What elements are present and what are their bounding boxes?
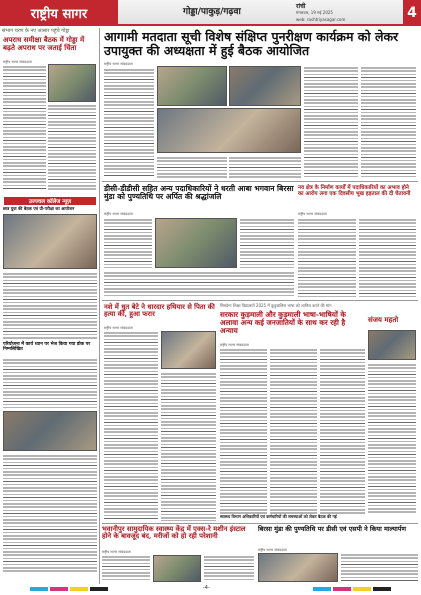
tribute-body-2 [240,218,294,268]
edition-city: रांची [296,3,306,10]
language-body-3 [320,348,365,514]
main-body-col5 [361,66,416,178]
left-story2-body [3,358,97,408]
registration-bar-black [90,587,108,591]
tribute-headline: डीसी-डीडीसी सहित अन्य पदाधिकारियों ने धरती आबा भगवान बिरसा मुंडा को पुण्यतिथि पर अर्पित की श्रद्धांजलि [104,184,294,202]
left-story1-body-2 [48,104,96,190]
main-photo-2 [229,66,301,106]
column-divider-left [99,28,100,584]
issue-date: मंगलवार, 19 मई 2025 [296,10,333,15]
hospital-photo [153,555,201,582]
left-story1-photo [48,64,96,102]
main-body-col1 [104,68,154,178]
language-byline: राष्ट्रीय सागर संवाददाता [220,343,249,347]
main-body-col3 [229,156,301,178]
registration-bar-yellow [70,587,88,591]
left-story1-byline: राष्ट्रीय सागर संवाददाता [3,60,32,64]
left-story2-photo [3,411,97,451]
tribute-body-1 [104,218,152,268]
language-body-2 [270,348,317,514]
hospital-headline: भवानीपुर सामुदायिक स्वास्थ्य केंद्र में एक्स-रे मशीन इंस्टाल होने के बावजूद बंद, मरीजों को हो रही परेशानी [102,525,246,541]
left-kicker: संभाग चरण के नए आसार पहुंचे गोड्डा [2,28,70,34]
main-headline: आगामी मतदाता सूची विशेष संक्षिप्त पुनरीक्षण कार्यक्रम को लेकर उपायुक्त की अध्यक्षता में हुई बैठक आयोजित [104,29,399,58]
language-headline: सरकार कुड़माली और कुड़माली भाषा-भाषियों के अलावा अन्य कई जनजातियों के साथ कर रही है अन्याय [220,310,346,335]
college-news-banner: उज्ज्वल कॉलेज न्यूज़ [4,197,96,205]
registration-bar-cyan [30,587,48,591]
crime-photo [161,331,216,369]
right-body-1 [298,218,356,298]
birsa-body [341,553,418,582]
hospital-body-2 [204,555,254,582]
birsa-photo [258,553,338,582]
tribute-photo [155,218,237,268]
registration-bar-magenta-2 [333,587,351,591]
right-byline: राष्ट्रीय सागर संवाददाता [298,212,327,216]
masthead-band [118,0,403,26]
page-number: 4 [403,0,421,26]
registration-bar-cyan-2 [313,587,331,591]
section-rule-2 [102,300,418,301]
website-url: web: rashtriyasagar.com [296,17,346,22]
birsa-byline: राष्ट्रीय सागर संवाददाता [258,548,287,552]
left-story2-body-2 [3,454,97,574]
registration-bar-yellow-2 [353,587,371,591]
language-body-1 [220,348,267,514]
section-rule-1 [102,181,418,182]
crime-byline: राष्ट्रीय सागर संवाददाता [104,326,133,330]
center-body-block [104,271,294,297]
crime-body-1 [104,331,158,521]
section-name: गोड्डा/पाकुड़/गढ़वा [183,7,241,17]
crime-headline: नशे में धुत बेटे ने धारदार हथियार से पिता की हत्या की, हुआ फरार [104,303,215,319]
left-story1-headline: अपराध समीक्षा बैठक में गोड्डा में बढ़ते अपराध पर जताई चिंता [3,35,85,52]
language-author: संजय महतो [368,315,399,324]
hospital-body-1 [102,555,150,582]
language-kicker: सिमडेगा शिक्षा विद्यालयों 2025 में कुड़ुखलिस भाषा को शामिल करने की मांग [220,303,332,308]
registration-bar-magenta [50,587,68,591]
tribute-byline: राष्ट्रीय सागर संवाददाता [104,212,133,216]
right-headline: नव क्षेत्र के निर्माण कार्यों में पदाधिकारियों का अभाव होने का आरोप लगा एक दिवसीय भूख हड़ताल की दी चेतावनी [298,185,411,197]
main-body-col2 [157,156,227,178]
page-footer [0,584,421,595]
language-author-photo [368,330,416,360]
section-rule-3 [102,523,418,524]
right-body-2 [359,218,416,298]
language-body-4 [368,363,416,514]
main-body-col4 [304,66,358,178]
college-news-photo [3,214,97,269]
main-byline: राष्ट्रीय सागर संवाददाता [104,62,133,66]
main-photo-1 [157,66,227,106]
birsa-headline: बिरसा मुंडा की पुण्यतिथि पर डीसी एवं एसपी ने किया माल्यार्पण [258,525,407,533]
crime-body-2 [161,372,216,521]
college-news-subhead: छात्र युवा की बैठक एवं प्री-परीक्षा का आयोजन [3,206,75,211]
footer-page-label: -4- [203,585,210,591]
main-photo-3 [157,108,301,153]
left-story2-headline: परियोजना में कार्य ध्यान पर भेज किया गया डोक पर निम्नलिखित [3,342,91,352]
left-story1-body [3,65,46,190]
strip-headline: स्वास्थ्य विभाग अधिकारियों एवं कर्मचारियों की समस्याओं को लेकर बैठक की गई [220,514,337,519]
college-news-body [3,272,97,340]
masthead [0,0,421,26]
newspaper-logo: राष्ट्रीय सागर [0,0,118,26]
registration-bar-black-2 [373,587,391,591]
hospital-byline: राष्ट्रीय सागर संवाददाता [102,550,131,554]
